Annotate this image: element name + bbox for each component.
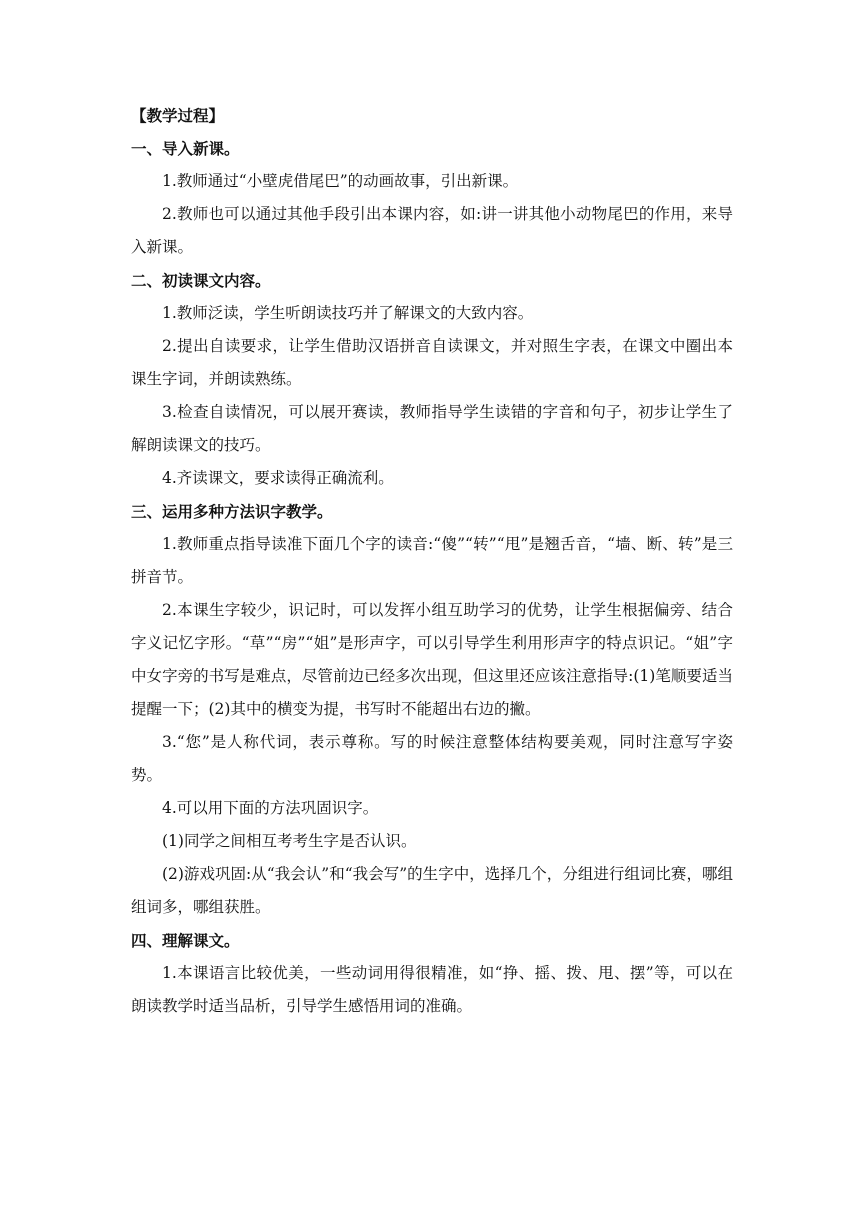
paragraph: (2)游戏巩固:从“我会认”和“我会写”的生字中，选择几个，分组进行组词比赛，哪组组词多，哪组获胜。 — [131, 865, 733, 916]
paragraph: 4.齐读课文，要求读得正确流利。 — [162, 469, 394, 487]
paragraph: 1.本课语言比较优美，一些动词用得很精准，如“挣、摇、拨、甩、摆”等，可以在朗读教学时适当品析，引导学生感悟用词的准确。 — [131, 964, 733, 1015]
section-heading: 二、初读课文内容。 — [131, 271, 271, 290]
paragraph: 3.“您”是人称代词，表示尊称。写的时候注意整体结构要美观，同时注意写字姿势。 — [131, 733, 733, 784]
paragraph: 4.可以用下面的方法巩固识字。 — [162, 799, 379, 817]
section-heading: 一、导入新课。 — [131, 139, 240, 158]
section-heading: 四、理解课文。 — [131, 931, 240, 950]
section-heading: 三、运用多种方法识字教学。 — [131, 502, 333, 521]
document-title: 【教学过程】 — [131, 106, 225, 125]
paragraph: 1.教师通过“小壁虎借尾巴”的动画故事，引出新课。 — [162, 172, 519, 190]
paragraph: 2.本课生字较少，识记时，可以发挥小组互助学习的优势，让学生根据偏旁、结合字义记忆字形。“草”“房”“姐”是形声字，可以引导学生利用形声字的特点识记。“姐”字中女字旁的书写是难点，尽管前边已经多次出现，但这里还应该注意指导:(1)笔顺要适当提醒一下；(2)其中的横变为提，书写时不能超出右边的撇。 — [131, 601, 733, 718]
paragraph: 3.检查自读情况，可以展开赛读，教师指导学生读错的字音和句子，初步让学生了解朗读课文的技巧。 — [131, 403, 733, 454]
paragraph: 2.提出自读要求，让学生借助汉语拼音自读课文，并对照生字表，在课文中圈出本课生字词，并朗读熟练。 — [131, 337, 733, 388]
paragraph: 2.教师也可以通过其他手段引出本课内容，如:讲一讲其他小动物尾巴的作用，来导入新课。 — [131, 205, 733, 256]
paragraph: 1.教师泛读，学生听朗读技巧并了解课文的大致内容。 — [162, 304, 534, 322]
document-content — [131, 99, 733, 1023]
paragraph: (1)同学之间相互考考生字是否认识。 — [162, 832, 417, 850]
paragraph: 1.教师重点指导读准下面几个字的读音:“傻”“转”“甩”是翘舌音，“墙、断、转”是三拼音节。 — [131, 535, 733, 586]
